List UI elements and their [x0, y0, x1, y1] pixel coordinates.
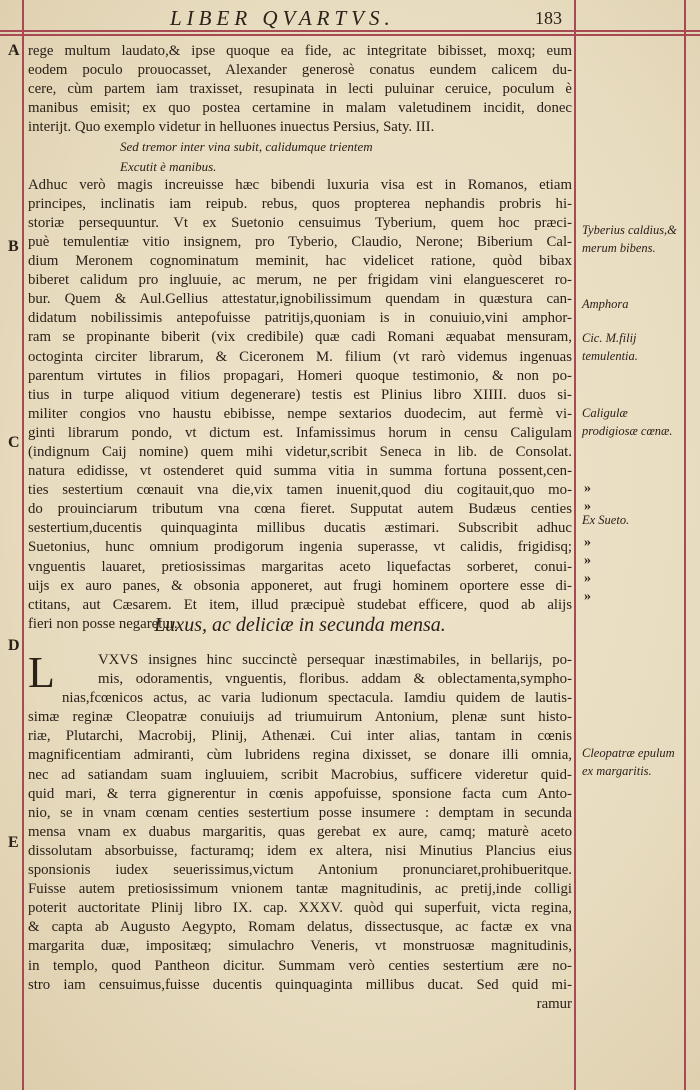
text-line: dissolutam absorbuisse, facturamq; idem ex altera, nisi Minutius Plancius eius [28, 842, 572, 859]
quote-mark: » [584, 553, 591, 568]
header-rule [0, 34, 700, 36]
text-line: magnificentiam admiranti, cùm lubridens regina dixisset, se donare illi omnia, [28, 747, 572, 764]
text-line: mensa vnam ex duabus margaritis, quas gerebat ex aure, camq; maturè aceto [28, 823, 572, 840]
quote-mark: » [584, 535, 591, 550]
verse-line: Excutit è manibus. [120, 158, 217, 174]
text-line: sestertium,ducentis quinquaginta millibus ducatis æstimari. Subscribit adhuc [28, 520, 572, 537]
quote-mark: » [584, 481, 591, 496]
text-line: cere, cùm partem iam traxisset, resupinata in lecti puluinar ceruice, poculum è [28, 81, 572, 98]
margin-note-caligula: Caligulæ prodigiosæ cœnæ. [582, 406, 673, 438]
text-line: didatum nobilissimis antepofuisse patritijs,quoniam is in conuiuio,vini amphor- [28, 310, 572, 327]
margin-right-rule [684, 0, 686, 1090]
text-line: ctitans, aut Cæsarem. Et item, illud præcipuè studebat efficere, quod ab alijs [28, 596, 572, 613]
text-line: puè temulentiæ vitio insignem, pro Tyberio, Claudio, Nerone; Biberium Cal- [28, 233, 572, 250]
text-line: fieri non posse negaretur. [28, 615, 178, 632]
text-line: Suetonius, hunc omnium prodigorum ingenia superasse, vt calidis, frigidisq; [28, 539, 572, 556]
text-line: militer congios vno haustu ebibisse, nempe sextarios duodecim, aut fermè vi- [28, 405, 572, 422]
quote-mark: » [584, 499, 591, 514]
text-line: Fuisse autem pretiosissimum vnionem tantæ magnitudinis, ac pretij,inde colligi [28, 881, 572, 898]
text-line: parentum virtutes in filios propagari, Homeri quoque testimonio, & non po- [28, 367, 572, 384]
margin-note-cleopatra: Cleopatræ epulum ex margaritis. [582, 746, 675, 778]
left-margin-rule [22, 0, 24, 1090]
text-line: natura edidisse, vt ostenderet quid summa vitia in summa fortuna possent,cen- [28, 463, 572, 480]
section-letter-b: B [8, 238, 19, 255]
text-line: manibus emisit; ex quo postea certamine in malam valetudinem incidit, donec [28, 100, 572, 117]
text-right-rule [574, 0, 576, 1090]
text-line: uijs ex auro panes, & obsonia apponeret, aut frugi hominem oportere esse di- [28, 577, 572, 594]
text-line: do prouinciarum tributum vna cœna fieret. Supputat autem Budæus centies [28, 501, 572, 518]
text-line: dium Meronem cognominatum meminit, hac videlicet ratione, quòd bibax [28, 253, 572, 270]
section-letter-a: A [8, 42, 20, 59]
text-line: in templo, quod Pantheon dicitur. Summam verò centies sestertium ære no- [28, 957, 572, 974]
catchword: ramur [536, 995, 572, 1012]
text-line: bur. Quem & Aul.Gellius attestatur,ignobilissimum quendam in quæstura can- [28, 291, 572, 308]
running-head: LIBER QVARTVS. [170, 6, 395, 30]
quote-mark: » [584, 589, 591, 604]
text-line: vnguentis lauaret, pretiosissimas margaritas aceto liquefactas sorberet, conui- [28, 558, 572, 575]
text-line: tius in turpe aliquod vitium degenerare) testis est Plinius libro XIIII. duos si- [28, 386, 572, 403]
text-line: ties sestertium cœnauit vna die,vix tamen inuenit,quod diu cogitauit,quo mo- [28, 482, 572, 499]
text-line: interijt. Quo exemplo videtur in helluones inuectus Persius, Saty. III. [28, 119, 435, 136]
text-line: stro iam censuimus,fuisse ducentis quinquaginta millibus ducat. Sed quid mi- [28, 976, 572, 993]
text-line: nias,fcœnicos actus, ac varia ludionum spectacula. Iamdiu quidem de lautis- [62, 690, 572, 707]
section-letter-c: C [8, 434, 20, 451]
text-line: ginti librarum pondo, vt dictum est. Infamissimus horum in censu Caligulam [28, 424, 572, 441]
text-line: eodem poculo prouocasset, Alexander generosè conatus eundem calicem du- [28, 62, 572, 79]
text-line: octoginta circiter librarum, & Ciceronem M. filium (vt rarò videmus ingenuas [28, 348, 572, 365]
text-line: & capta ab Augusto Aegypto, Romam delatus, dissectusque, ac factæ ex vna [28, 919, 572, 936]
body-text-bottom [28, 648, 572, 1014]
quote-mark: » [584, 571, 591, 586]
section-heading: Luxus, ac deliciæ in secunda mensa. [154, 614, 446, 636]
text-line: (indignum Caij nomine) quem mihi videtur,scribit Seneca in lib. de Consolat. [28, 443, 572, 460]
text-line: sponsionis iudex seuerissimus,victum Antonium pronunciaret,prohibueritque. [28, 862, 572, 879]
section-letter-d: D [8, 637, 20, 654]
verse-line: Sed tremor inter vina subit, calidumque trientem [120, 139, 373, 155]
text-line: Adhuc verò magis increuisse hæc bibendi luxuria visa est in Romanos, etiam [28, 176, 572, 193]
text-line: VXVS insignes hinc succinctè persequar inæstimabiles, in bellarijs, po- [98, 652, 572, 668]
text-line: rege multum laudato,& ipse quoque ea fide, ac integritate bibisset, moxq; eum [28, 43, 572, 59]
text-line: poterit auctoritate Plinij libro IX. cap. XXXV. quòd qui superfuit, victa regina, [28, 900, 572, 917]
body-text-top [28, 42, 572, 634]
text-line: biberet calidum pro ingluuie, ac merum, ne per frigidam vini elanguesceret ro- [28, 272, 572, 289]
text-line: storiæ persequuntur. Vt ex Suetonio censuimus Tyberium, quem hoc præci- [28, 214, 572, 231]
text-line: ram se propinante biberit (vix credibile) quæ cadi Romani æquabat mensuram, [28, 329, 572, 346]
drop-cap: L [28, 648, 55, 697]
page-number: 183 [535, 8, 562, 28]
margin-note-cicero: Cic. M.filij temulentia. [582, 331, 638, 363]
margin-note-suetonius: Ex Sueto. [582, 513, 630, 527]
text-line: mis, odoramentis, vnguentis, floribus. addam & oblectamenta,sympho- [98, 671, 572, 688]
section-letter-e: E [8, 834, 19, 851]
text-line: margarita duæ, impositæq; simulachro Veneris, vt monstruosæ magnitudinis, [28, 938, 572, 955]
text-line: nec ad satiandam suam ingluuiem, scribit Macrobius, sufficere videretur quid- [28, 766, 572, 783]
text-line: principes, inclinatis iam reipub. rebus, quos propterea nephandis probris hi- [28, 195, 572, 212]
text-line: nio, se in vnam cœnam centies sestertium posse insumere : demptam in secunda [28, 804, 572, 821]
text-line: simæ reginæ Cleopatræ conuiuijs ad triumuirum Antonium, plenæ sunt histo- [28, 709, 572, 726]
text-line: riæ, Plutarchi, Macrobij, Plinij, Athenæi. Cui inter alias, tantam in cœnis [28, 728, 572, 745]
margin-note-amphora: Amphora [582, 297, 629, 311]
text-line: quid mari, & terra gignerentur in cœnis appofuisse, sponsione facta cum Anto- [28, 785, 572, 802]
margin-note-tyberius: Tyberius caldius,& merum bibens. [582, 223, 677, 255]
